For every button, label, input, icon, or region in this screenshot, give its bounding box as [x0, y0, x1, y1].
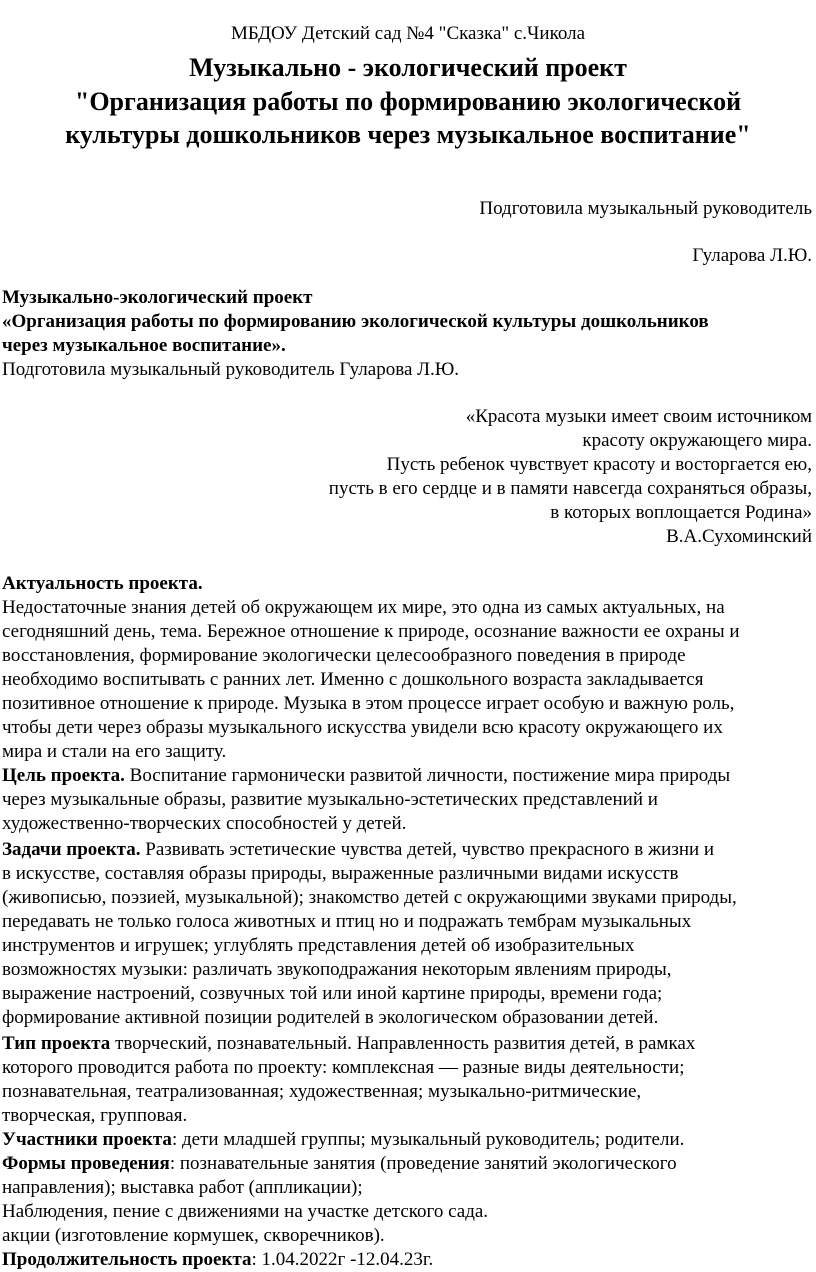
duration-text: : 1.04.2022г -12.04.23г.: [251, 1249, 434, 1270]
tasks-line: инструментов и игрушек; углублять представления детей об изобразительных: [2, 935, 635, 956]
tasks-line: выражение настроений, созвучных той или иной картине природы, времени года;: [2, 983, 663, 1004]
forms-line: акции (изготовление кормушек, скворечников).: [2, 1225, 385, 1246]
summary-line-2: «Организация работы по формированию экологической культуры дошкольников: [2, 311, 709, 332]
forms-line: Наблюдения, пение с движениями на участке детского сада.: [2, 1201, 489, 1222]
tasks-text: Развивать эстетические чувства детей, чувство прекрасного в жизни и: [140, 839, 715, 860]
summary-line-1: Музыкально-экологический проект: [2, 287, 313, 308]
relevance-line: необходимо воспитывать с ранних лет. Именно с дошкольного возраста закладывается: [2, 669, 704, 690]
duration-label: Продолжительность проекта: [2, 1249, 252, 1270]
epigraph-line-3: Пусть ребенок чувствует красоту и восторгается ею,: [386, 454, 812, 475]
goal-line: через музыкальные образы, развитие музыкально-эстетических представлений и: [2, 789, 658, 810]
epigraph-line-4: пусть в его сердце и в памяти навсегда сохраняться образы,: [328, 478, 812, 499]
epigraph-line-2: красоту окружающего мира.: [582, 430, 812, 451]
type-paragraph: [2, 1032, 695, 1056]
project-title-line-3: культуры дошкольников через музыкальное воспитание": [65, 120, 751, 149]
forms-line: направления); выставка работ (аппликации);: [2, 1177, 363, 1198]
tasks-line: в искусстве, составляя образы природы, выраженные различными видами искусств: [2, 863, 679, 884]
relevance-line: чтобы дети через образы музыкального искусства увидели всю красоту окружающего их: [2, 717, 723, 738]
author-name: Гуларова Л.Ю.: [692, 245, 812, 266]
goal-line: художественно-творческих способностей у детей.: [2, 813, 407, 834]
forms-text: : познавательные занятия (проведение занятий экологического: [169, 1153, 677, 1174]
prepared-by: Подготовила музыкальный руководитель: [479, 198, 812, 219]
participants-text: : дети младшей группы; музыкальный руководитель; родители.: [171, 1129, 685, 1150]
type-text: творческий, познавательный. Направленность развития детей, в рамках: [110, 1033, 696, 1054]
goal-text: Воспитание гармонически развитой личности, постижение мира природы: [124, 765, 731, 786]
goal-paragraph: [2, 764, 730, 788]
project-title-line-2: "Организация работы по формированию экологической: [74, 87, 742, 116]
forms-paragraph: [2, 1152, 677, 1176]
goal-label: Цель проекта.: [2, 765, 125, 786]
tasks-line: возможностях музыки: различать звукоподражания некоторым явлениям природы,: [2, 959, 672, 980]
tasks-line: (живописью, поэзией, музыкальной); знакомство детей с окружающими звуками природы,: [2, 887, 737, 908]
tasks-line: формирование активной позиции родителей в экологическом образовании детей.: [2, 1007, 659, 1028]
type-line: познавательная, театрализованная; художественная; музыкально-ритмические,: [2, 1081, 642, 1102]
tasks-line: передавать не только голоса животных и птиц но и подражать тембрам музыкальных: [2, 911, 692, 932]
project-title-line-1: Музыкально - экологический проект: [189, 53, 627, 82]
relevance-line: позитивное отношение к природе. Музыка в этом процессе играет особую и важную роль,: [2, 693, 735, 714]
participants-label: Участники проекта: [2, 1129, 172, 1150]
summary-line-3: через музыкальное воспитание».: [2, 335, 286, 356]
tasks-label: Задачи проекта.: [2, 839, 141, 860]
relevance-line: восстановления, формирование экологически целесообразного поведения в природе: [2, 645, 686, 666]
epigraph-line-5: в которых воплощается Родина»: [550, 502, 812, 523]
epigraph-author: В.А.Сухоминский: [666, 526, 812, 547]
type-line: которого проводится работа по проекту: комплексная — разные виды деятельности;: [2, 1057, 685, 1078]
relevance-line: сегодняшний день, тема. Бережное отношение к природе, осознание важности ее охраны и: [2, 621, 740, 642]
relevance-line: Недостаточные знания детей об окружающем их мире, это одна из самых актуальных, на: [2, 597, 725, 618]
forms-label: Формы проведения: [2, 1153, 170, 1174]
type-line: творческая, групповая.: [2, 1105, 188, 1126]
epigraph-line-1: «Красота музыки имеет своим источником: [465, 406, 812, 427]
relevance-line: мира и стали на его защиту.: [2, 741, 227, 762]
tasks-paragraph: [2, 838, 714, 862]
type-label: Тип проекта: [2, 1033, 111, 1054]
relevance-heading: Актуальность проекта.: [2, 573, 203, 594]
participants-paragraph: [2, 1128, 684, 1152]
summary-line-4: Подготовила музыкальный руководитель Гуларова Л.Ю.: [2, 359, 460, 380]
institution-name: МБДОУ Детский сад №4 "Сказка" с.Чикола: [230, 23, 586, 44]
duration-paragraph: [2, 1248, 433, 1272]
